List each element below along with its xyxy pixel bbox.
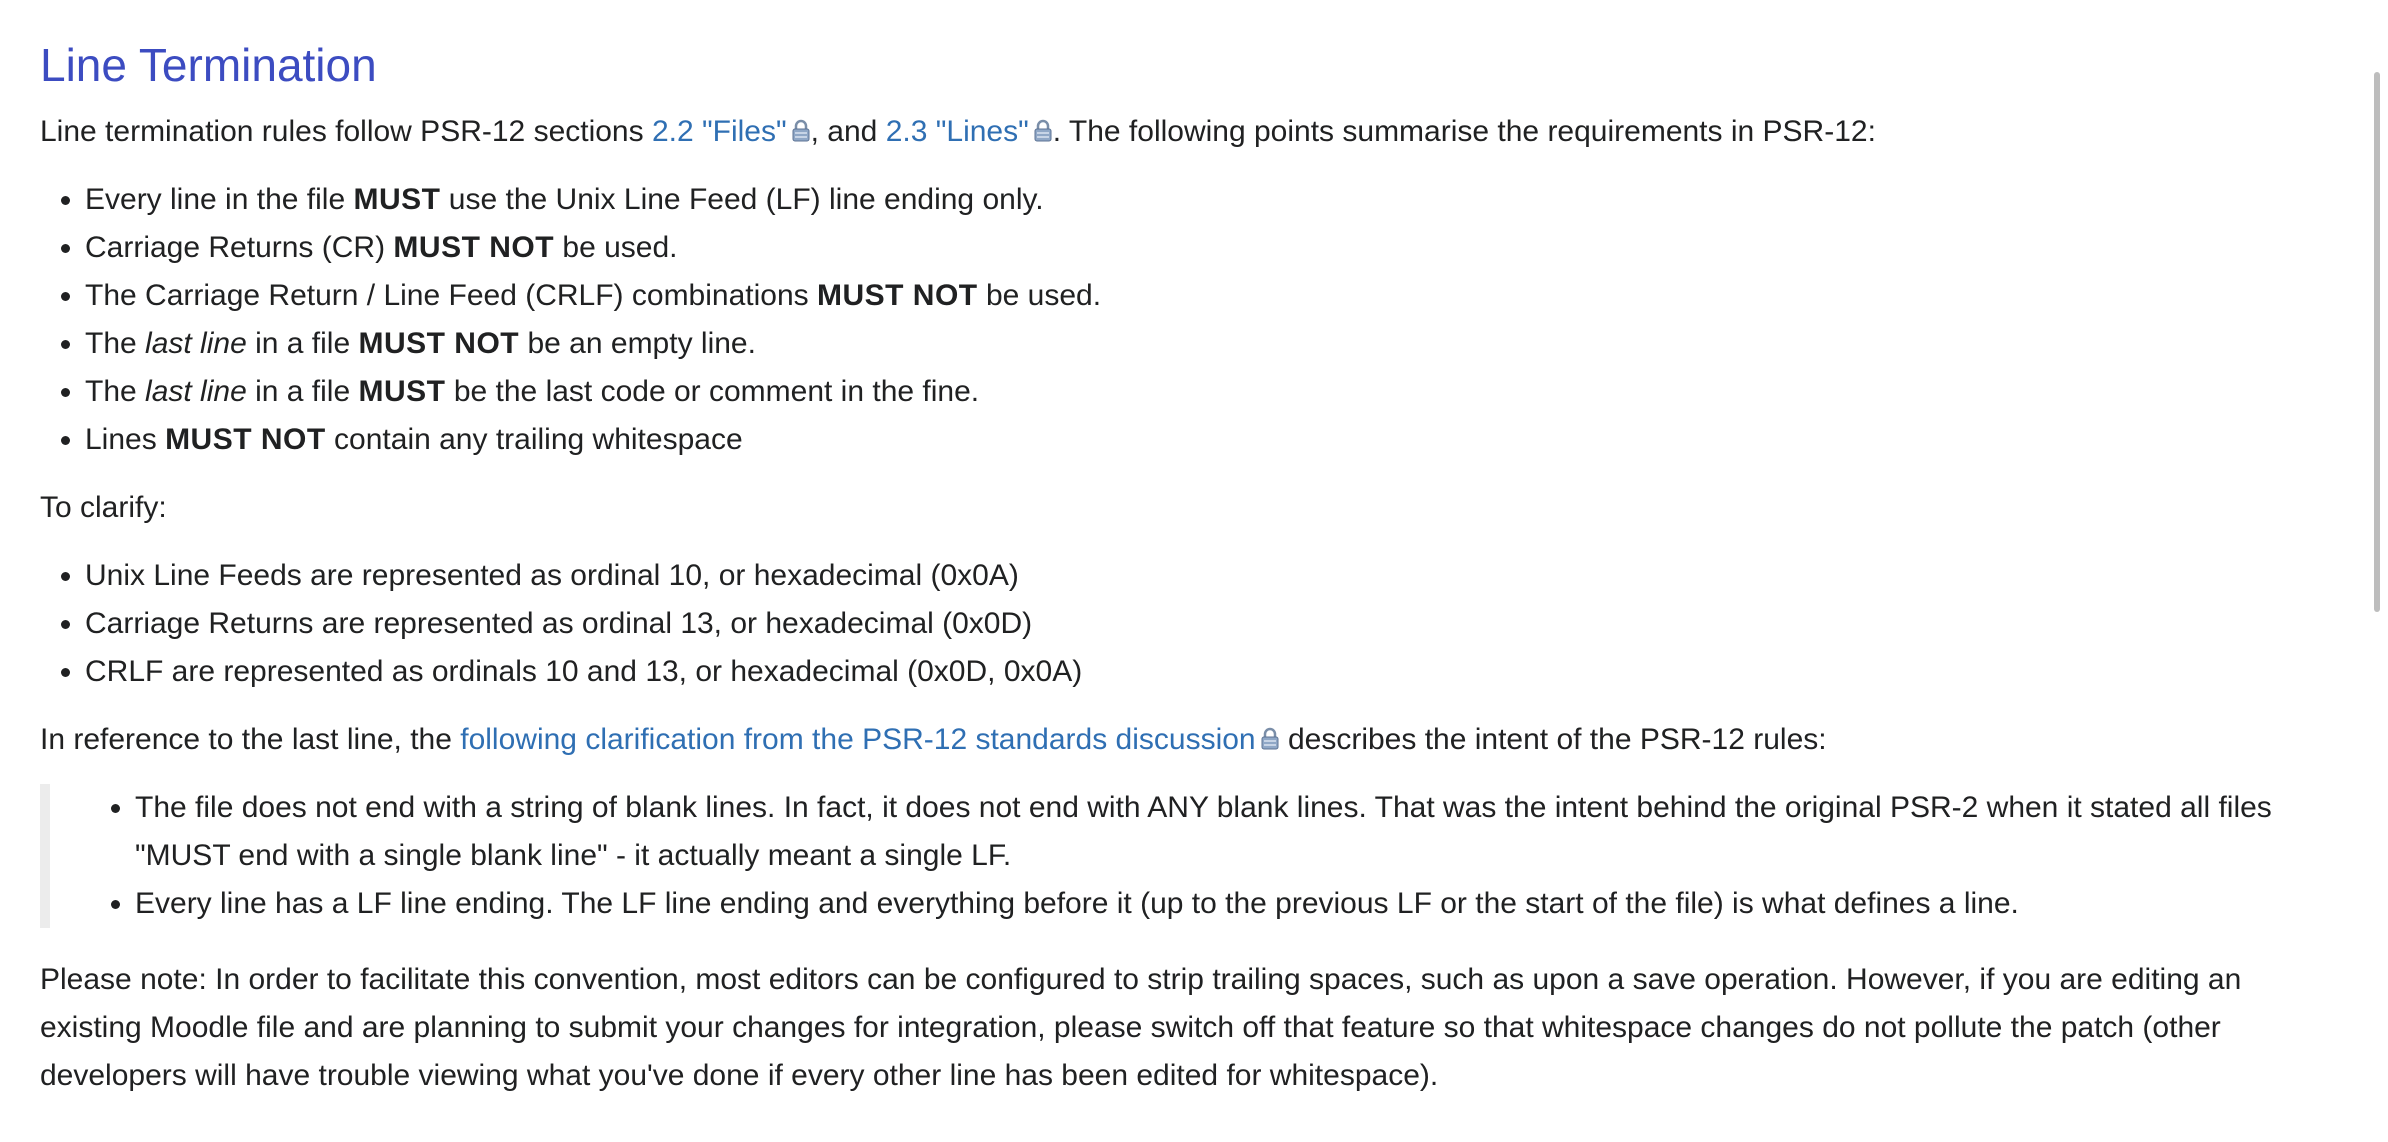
list-item: • The Carriage Return / Line Feed (CRLF) combinations MUST NOT be used. [85, 272, 2350, 320]
psr12-files-link[interactable]: 2.2 "Files" [651, 115, 787, 148]
list-item: • Every line in the file MUST use the Unix Line Feed (LF) line ending only. [85, 176, 2350, 224]
article-content [40, 34, 2350, 1120]
intro-paragraph: Line termination rules follow PSR-12 sections 2.2 "Files" , and 2.3 "Lines" . The following points summarise the requirements in PSR-12: [40, 115, 1876, 148]
list-item: • Unix Line Feeds are represented as ordinal 10, or hexadecimal (0x0A) [85, 552, 2350, 600]
lock-icon [1033, 119, 1053, 143]
rules-list [40, 176, 2350, 464]
reference-paragraph: In reference to the last line, the following clarification from the PSR-12 standards discussion describes the intent of the PSR-12 rules: [40, 723, 1827, 756]
lock-icon [791, 119, 811, 143]
clarify-list [40, 552, 2350, 696]
list-item: • Carriage Returns (CR) MUST NOT be used. [85, 224, 2350, 272]
list-item: • Lines MUST NOT contain any trailing whitespace [85, 416, 2350, 464]
clarify-label: To clarify: [40, 491, 167, 524]
lock-icon [1260, 727, 1280, 751]
quote-block [40, 784, 2350, 928]
page-title: Line Termination [40, 39, 377, 91]
psr12-discussion-link[interactable]: following clarification from the PSR-12 standards discussion [460, 723, 1256, 756]
list-item: • The last line in a file MUST be the last code or comment in the fine. [85, 368, 2350, 416]
list-item: • CRLF are represented as ordinals 10 and 13, or hexadecimal (0x0D, 0x0A) [85, 648, 2350, 696]
note-paragraph: Please note: In order to facilitate this convention, most editors can be configured to strip trailing spaces, such as upon a save operation. However, if you are editing an existing Moodle file and are planning to submit your changes for integration, please switch off that feature so that whitespace changes do not pollute the patch (other developers will have trouble viewing what you've done if every other line has been edited for whitespace). [40, 963, 2242, 1092]
list-item: • Every line has a LF line ending. The LF line ending and everything before it (up to the previous LF or the start of the file) is what defines a line. [135, 880, 2350, 928]
vertical-scrollbar[interactable] [2362, 0, 2388, 1142]
list-item: • The last line in a file MUST NOT be an empty line. [85, 320, 2350, 368]
psr12-lines-link[interactable]: 2.3 "Lines" [885, 115, 1029, 148]
scrollbar-thumb[interactable] [2374, 72, 2380, 612]
list-item: • The file does not end with a string of blank lines. In fact, it does not end with ANY blank lines. That was the intent behind the original PSR-2 when it stated all files "MUST end with a single blank line" - it actually meant a single LF. [135, 784, 2350, 880]
quote-list [90, 784, 2350, 928]
list-item: • Carriage Returns are represented as ordinal 13, or hexadecimal (0x0D) [85, 600, 2350, 648]
